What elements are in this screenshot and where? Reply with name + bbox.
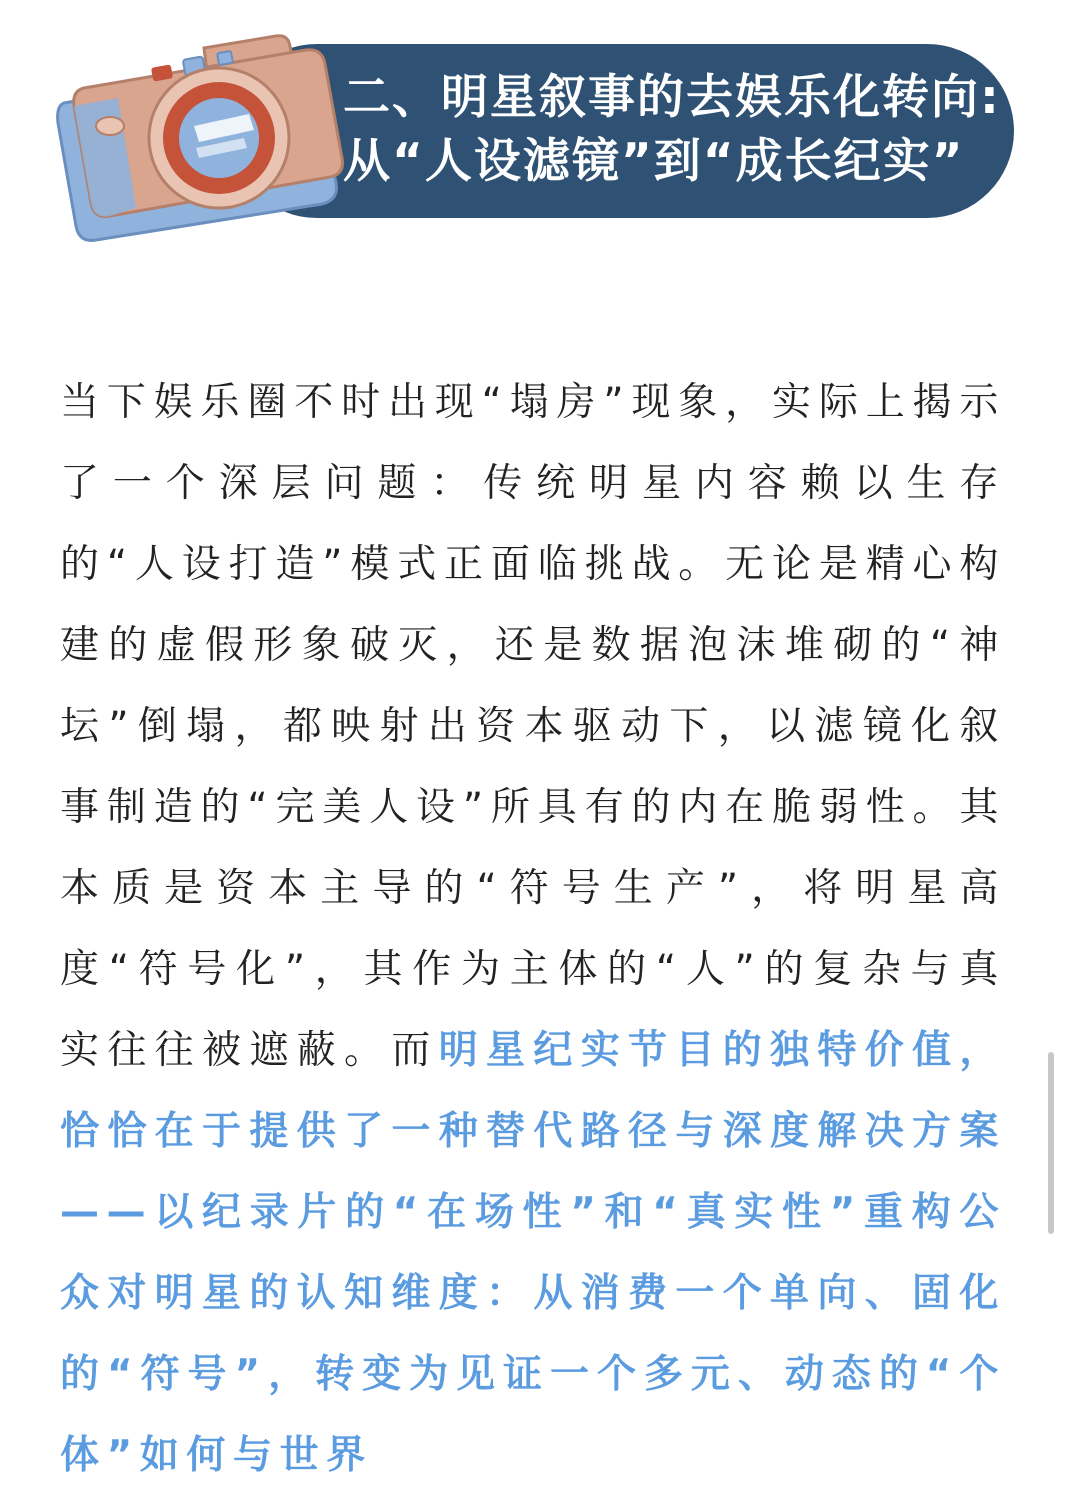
highlighted-text: 明星纪实节目的独特价值，恰恰在于提供了一种替代路径与深度解决方案——以纪录片的“在场性”和“真实性”重构公众对明星的认知维度：从消费一个单向、固化的“符号”，转变为见证一个多元、动态的“个体”如何与世界 (60, 1028, 1006, 1478)
scrollbar-thumb[interactable] (1048, 1052, 1054, 1234)
section-title-line-2: 从“人设滤镜”到“成长纪实” (343, 134, 965, 189)
camera-icon (44, 8, 384, 248)
article-paragraph (60, 362, 1006, 1496)
section-title-line-1: 二、明星叙事的去娱乐化转向: (343, 70, 1001, 125)
section-header (0, 0, 1066, 260)
paragraph-text: 当下娱乐圈不时出现“塌房”现象，实际上揭示了一个深层问题：传统明星内容赖以生存的“人设打造”模式正面临挑战。无论是精心构建的虚假形象破灭，还是数据泡沫堆砌的“神坛”倒塌，都映射出资本驱动下，以滤镜化叙事制造的“完美人设”所具有的内在脆弱性。其本质是资本主导的“符号生产”，将明星高度“符号化”，其作为主体的“人”的复杂与真实往往被遮蔽。而 (60, 380, 1006, 1073)
